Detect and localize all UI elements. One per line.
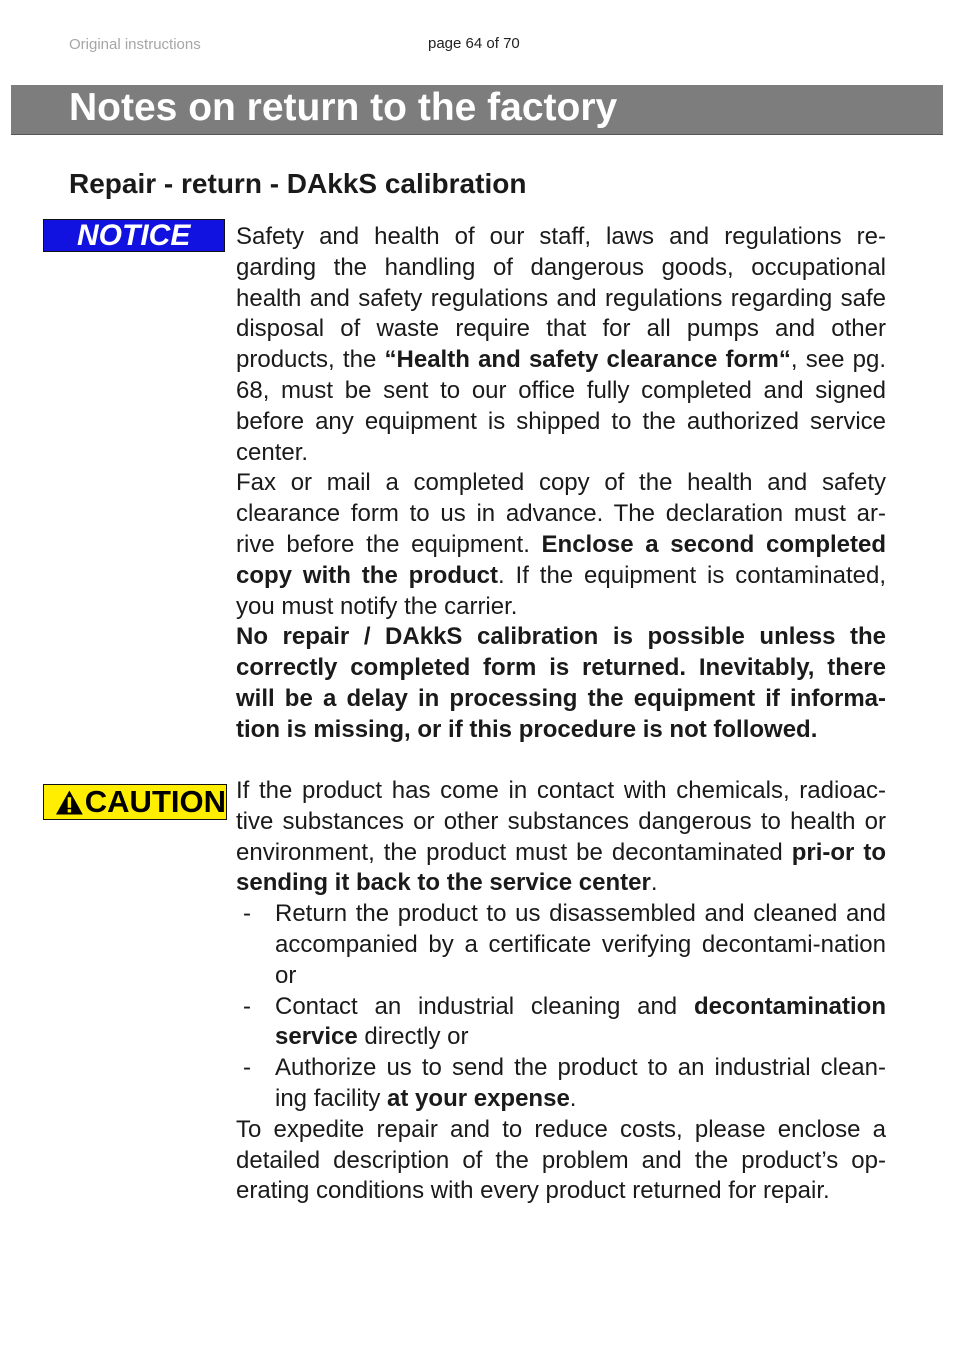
- text-run: Fax or mail a completed copy of the health and safety clearance form to us in advance. The declaration must ar-rive before the equipment.: [236, 469, 886, 558]
- header-page-number: page 64 of 70: [428, 35, 520, 52]
- page-title: Notes on return to the factory: [69, 86, 618, 129]
- no-repair-warning: No repair / DAkkS calibration is possible unless the correctly completed form is returned. Inevitably, there will be a delay in processing the equipment if informa-tion is missing, or if this procedure is not followed.: [236, 623, 886, 743]
- form-name-emphasis: “Health and safety clearance form“: [384, 346, 791, 374]
- text-run: Contact an industrial cleaning and: [275, 992, 694, 1020]
- text-run: Return the product to us disassembled and cleaned and accompanied by a certificate verifying decontami-nation or: [275, 900, 886, 989]
- notice-paragraph-1: [236, 222, 886, 468]
- enclose-copy-emphasis: Enclose a second completed copy with the product: [236, 530, 886, 589]
- text-run: Authorize us to send the product to an industrial clean-ing facility: [275, 1054, 886, 1112]
- decontamination-service-emphasis: decontamination service: [275, 992, 886, 1051]
- text-run: , see pg. 68, must be sent to our office fully completed and signed before any equipment is shipped to the authorized service center.: [236, 346, 886, 466]
- notice-paragraph-3: [236, 622, 886, 745]
- header-document-type: Original instructions: [69, 36, 201, 53]
- caution-paragraph-2: To expedite repair and to reduce costs, please enclose a detailed description of the problem and the product’s op-erating conditions with every product returned for repair.: [236, 1115, 886, 1205]
- section-subtitle: Repair - return - DAkkS calibration: [69, 168, 527, 199]
- warning-triangle-icon: [55, 789, 84, 816]
- list-item: [236, 992, 886, 1054]
- caution-paragraph-1: [236, 776, 886, 899]
- text-run: . If the equipment is contaminated, you must notify the carrier.: [236, 561, 886, 620]
- decontamination-options-list: [236, 899, 886, 1115]
- list-item: [236, 899, 886, 991]
- prior-sending-emphasis: pri-or to sending it back to the service center: [236, 838, 887, 897]
- text-run: If the product has come in contact with chemicals, radioac-tive substances or other substances dangerous to health or environment, the product must be decontaminated: [236, 777, 886, 866]
- notice-badge: [43, 219, 225, 252]
- caution-text-block: [236, 776, 886, 1207]
- notice-paragraph-2: [236, 468, 886, 622]
- text-run: .: [650, 869, 658, 897]
- caution-badge: [43, 784, 227, 820]
- notice-label: NOTICE: [77, 219, 191, 252]
- expense-emphasis: at your expense: [387, 1084, 570, 1112]
- list-item: [236, 1053, 886, 1115]
- caution-label: CAUTION: [84, 784, 226, 819]
- dash-bullet: -: [243, 900, 251, 928]
- dash-bullet: -: [243, 992, 251, 1020]
- title-bar: [11, 85, 943, 135]
- notice-text-block: [236, 222, 886, 746]
- text-run: .: [569, 1084, 577, 1112]
- text-run: directly or: [357, 1023, 469, 1051]
- dash-bullet: -: [243, 1054, 251, 1082]
- text-run: Safety and health of our staff, laws and regulations re-garding the handling of dangerous goods, occupational health and safety regulations and regulations regarding safe disposal of waste require that for all pumps and other products, the: [236, 223, 886, 374]
